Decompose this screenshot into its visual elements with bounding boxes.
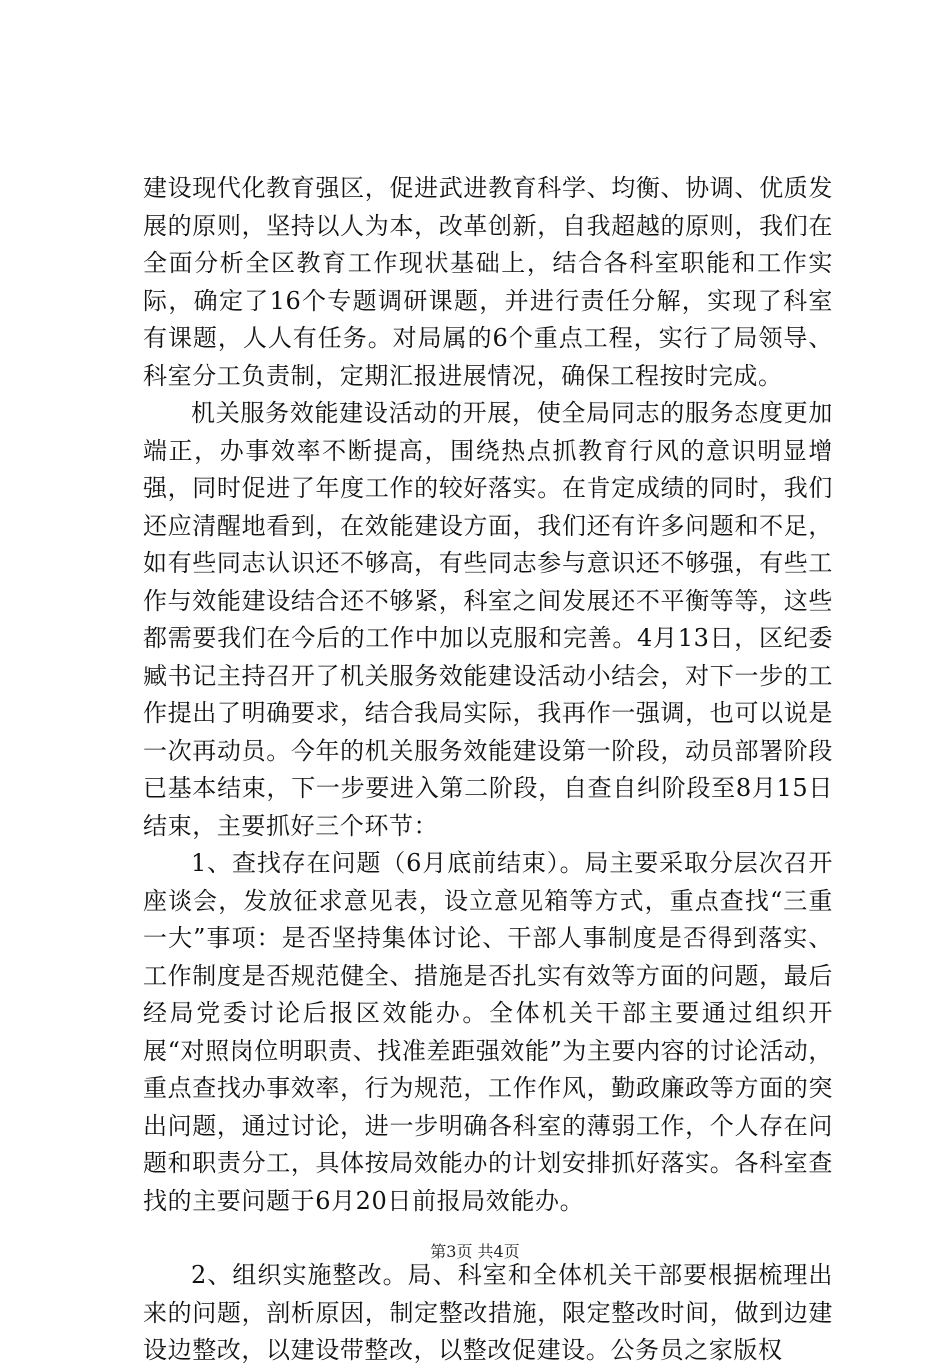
paragraph-efficiency-summary: 机关服务效能建设活动的开展，使全局同志的服务态度更加端正，办事效率不断提高，围绕热点抓教育行风的意识明显增强，同时促进了年度工作的较好落实。在肯定成绩的同时，我们还应清醒地看到，在效能建设方面，我们还有许多问题和不足，如有些同志认识还不够高，有些同志参与意识还不够强，有些工作与效能建设结合还不够紧，科室之间发展还不平衡等等，这些都需要我们在今后的工作中加以克服和完善。4月13日，区纪委臧书记主持召开了机关服务效能建设活动小结会，对下一步的工作提出了明确要求，结合我局实际，我再作一强调，也可以说是一次再动员。今年的机关服务效能建设第一阶段，动员部署阶段已基本结束，下一步要进入第二阶段，自查自纠阶段至8月15日结束，主要抓好三个环节： [143, 399, 833, 840]
paragraph-step-2-rectification: 2、组织实施整改。局、科室和全体机关干部要根据梳理出来的问题，剖析原因，制定整改措施，限定整改时间，做到边建设边整改，以建设带整改，以整改促建设。公务员之家版权 [143, 1261, 833, 1364]
document-body [143, 170, 833, 1370]
paragraph-step-1-find-problems: 1、查找存在问题（6月底前结束）。局主要采取分层次召开座谈会，发放征求意见表，设立意见箱等方式，重点查找“三重一大”事项：是否坚持集体讨论、干部人事制度是否得到落实、工作制度是否规范健全、措施是否扎实有效等方面的问题，最后经局党委讨论后报区效能办。全体机关干部主要通过组织开展“对照岗位明职责、找准差距强效能”为主要内容的讨论活动，重点查找办事效率，行为规范，工作作风，勤政廉政等方面的突出问题，通过讨论，进一步明确各科室的薄弱工作，个人存在问题和职责分工，具体按局效能办的计划安排抓好落实。各科室查找的主要问题于6月20日前报局效能办。 [143, 849, 833, 1215]
paragraph-continuation: 建设现代化教育强区，促进武进教育科学、均衡、协调、优质发展的原则，坚持以人为本，改革创新，自我超越的原则，我们在全面分析全区教育工作现状基础上，结合各科室职能和工作实际，确定了16个专题调研课题，并进行责任分解，实现了科室有课题，人人有任务。对局属的6个重点工程，实行了局领导、科室分工负责制，定期汇报进展情况，确保工程按时完成。 [143, 174, 833, 390]
page-number-footer: 第3页 共4页 [430, 1242, 520, 1261]
